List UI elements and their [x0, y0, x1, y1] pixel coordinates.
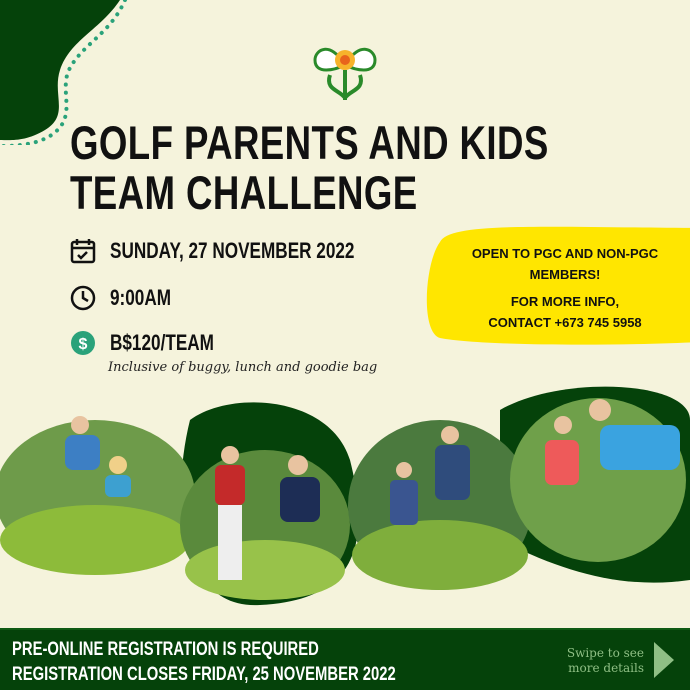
page-title: [70, 118, 684, 218]
dollar-icon: [70, 330, 96, 356]
callout-line-1: OPEN TO PGC AND NON-PGC: [471, 246, 659, 261]
footer-banner: [0, 628, 690, 690]
swipe-line-1: Swipe to see: [566, 646, 644, 660]
footer-line-2: REGISTRATION CLOSES FRIDAY, 25 NOVEMBER 2022: [12, 664, 396, 685]
price-row: [70, 330, 243, 356]
price-inclusions: Inclusive of buggy, lunch and goodie bag: [108, 360, 378, 375]
event-price: B$120/TEAM: [110, 330, 214, 355]
photo-dad-daughter-reading-green: [510, 398, 686, 562]
calendar-icon: [70, 238, 96, 264]
date-row: [70, 238, 423, 264]
swipe-line-2: more details: [568, 661, 644, 675]
callout-line-2: MEMBERS!: [529, 267, 601, 282]
logo-emblem: [310, 30, 380, 102]
title-line-1: GOLF PARENTS AND KIDS: [70, 116, 549, 169]
svg-text:$: $: [78, 336, 88, 353]
callout-text: [440, 243, 690, 333]
arrow-right-icon[interactable]: [652, 642, 674, 678]
swipe-hint[interactable]: [567, 646, 644, 676]
event-date: SUNDAY, 27 NOVEMBER 2022: [110, 238, 355, 263]
photo-collage: [0, 380, 690, 625]
footer-line-1: PRE-ONLINE REGISTRATION IS REQUIRED: [12, 639, 319, 660]
title-line-2: TEAM CHALLENGE: [70, 166, 418, 219]
clock-icon: [70, 285, 96, 311]
time-row: [70, 285, 188, 311]
event-time: 9:00AM: [110, 285, 172, 310]
callout-line-4: CONTACT +673 745 5958: [488, 315, 642, 330]
callout-line-3: FOR MORE INFO,: [510, 294, 620, 309]
